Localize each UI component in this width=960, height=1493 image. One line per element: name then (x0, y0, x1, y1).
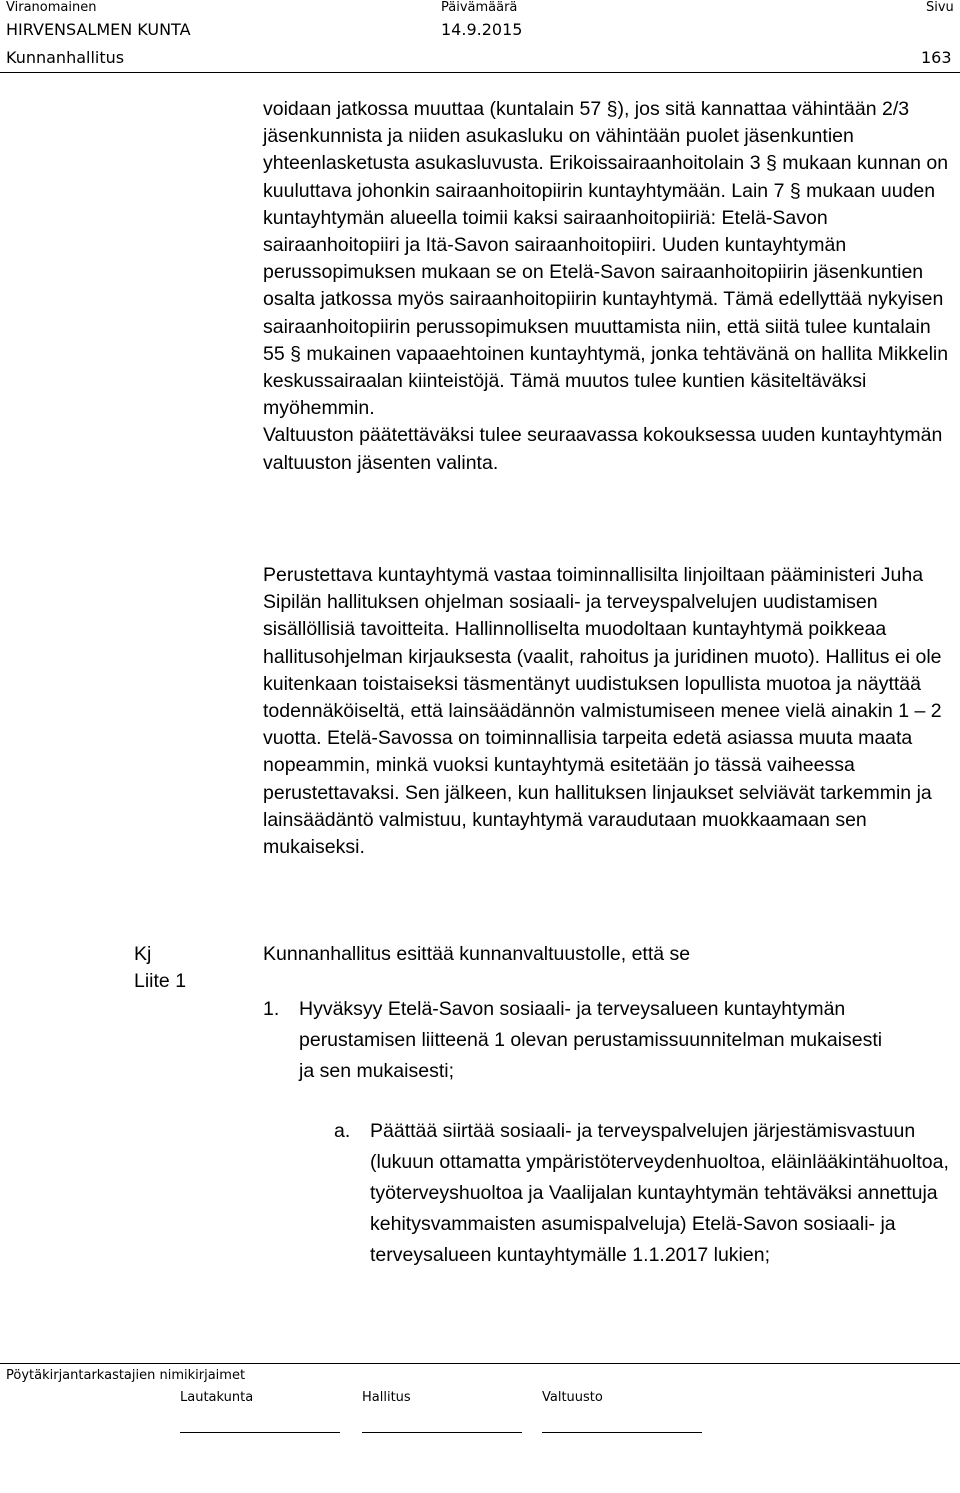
paragraph-text: voidaan jatkossa muuttaa (kuntalain 57 §), jos sitä kannattaa vähintään 2/3 jäsenkunnista ja niiden asukasluku on vähintään puolet jäsenkuntien yhteenlasketusta asukasluvusta. Erikoissairaanhoitolain 3 § mukaan kunnan on kuuluttava johonkin sairaanhoitopiirin kuntayhtymään. Lain 7 § mukaan uuden kuntayhtymän alueella toimii kaksi sairaanhoitopiiriä: Etelä-Savon sairaanhoitopiiri ja Itä-Savon sairaanhoitopiiri. Uuden kuntayhtymän perussopimuksen mukaan se on Etelä-Savon sairaanhoitopiirin jäsenkuntien osalta jatkossa myös sairaanhoitopiirin kuntayhtymä. Tämä edellyttää nykyisen sairaanhoitopiirin perussopimuksen muuttamista niin, että siitä tulee kuntalain 55 § mukainen vapaaehtoinen kuntayhtymä, jonka tehtävänä on hallita Mikkelin keskussairaalan kiinteistöjä. Tämä muutos tulee kuntien käsiteltäväksi myöhemmin. (263, 98, 949, 420)
signature-line-council (542, 1432, 702, 1433)
proposal-item-1 (263, 994, 883, 1087)
header-label-page: Sivu (926, 0, 954, 15)
body-paragraph-2 (263, 562, 953, 861)
header-label-authority: Viranomainen (6, 0, 97, 15)
footer-col-label: Hallitus (362, 1390, 411, 1405)
paragraph-text: Perustettava kuntayhtymä vastaa toiminnallisilta linjoiltaan pääministeri Juha Sipilän hallituksen ohjelman sosiaali- ja terveyspalvelujen uudistamisen sisällöllisiä tavoitteita. Hallinnolliselta muodoltaan kuntayhtymä poikkeaa hallitusohjelman kirjauksesta (vaalit, rahoitus ja juridinen muoto). Hallitus ei ole kuitenkaan toistaiseksi täsmentänyt uudistuksen lopullista muotoa ja näyttää todennäköiseltä, että lainsäädännön valmistumiseen menee vielä ainakin 1 – 2 vuotta. Etelä-Savossa on toiminnallisia tarpeita edetä asiassa muuta maata nopeammin, minkä vuoksi kuntayhtymä esitetään jo tässä vaiheessa perustettavaksi. Sen jälkeen, kun hallituksen linjaukset selviävät tarkemmin ja lainsäädäntö valmistuu, kuntayhtymä varaudutaan muokkaamaan sen mukaiseksi. (263, 564, 942, 859)
footer-rule (0, 1363, 960, 1364)
item-text: Hyväksyy Etelä-Savon sosiaali- ja terveysalueen kuntayhtymän perustamisen liitteenä 1 olevan perustamissuunnitelman mukaisesti ja sen mukaisesti; (299, 998, 883, 1082)
footer-initials-council (542, 1390, 702, 1405)
body-paragraph-1 (263, 96, 953, 477)
item-number: 1. (263, 998, 280, 1020)
item-text: Päättää siirtää sosiaali- ja terveyspalvelujen järjestämisvastuun (lukuun ottamatta ympäristöterveydenhuoltoa, eläinlääkintähuoltoa, työterveyshuoltoa ja Vaalijalan kuntayhtymän tehtäväksi annettuja kehitysvammaisten asumispalveluja) Etelä-Savon sosiaali- ja terveysalueen kuntayhtymälle 1.1.2017 lukien; (370, 1120, 949, 1266)
header-rule (0, 72, 960, 73)
footer-col-label: Lautakunta (180, 1390, 254, 1405)
header-body-name: Kunnanhallitus (6, 48, 125, 67)
proposal-intro: Kunnanhallitus esittää kunnanvaltuustolle, että se (263, 943, 691, 965)
footer-initials-board (180, 1390, 340, 1405)
header-page-number: 163 (921, 48, 952, 67)
header-date: 14.9.2015 (441, 20, 523, 39)
footer-initials-government (362, 1390, 522, 1405)
signature-line-board (180, 1432, 340, 1433)
marginal-attachment: Liite 1 (134, 970, 187, 992)
signature-line-government (362, 1432, 522, 1433)
footer-col-label: Valtuusto (542, 1390, 603, 1405)
proposal-item-a (334, 1116, 954, 1271)
header-label-date: Päivämäärä (441, 0, 518, 15)
paragraph-text: Valtuuston päätettäväksi tulee seuraavassa kokouksessa uuden kuntayhtymän valtuuston jäsenten valinta. (263, 424, 943, 474)
item-letter: a. (334, 1120, 351, 1142)
footer-initials-label: Pöytäkirjantarkastajien nimikirjaimet (6, 1368, 246, 1383)
marginal-kj: Kj (134, 943, 152, 965)
header-organization: HIRVENSALMEN KUNTA (6, 20, 191, 39)
